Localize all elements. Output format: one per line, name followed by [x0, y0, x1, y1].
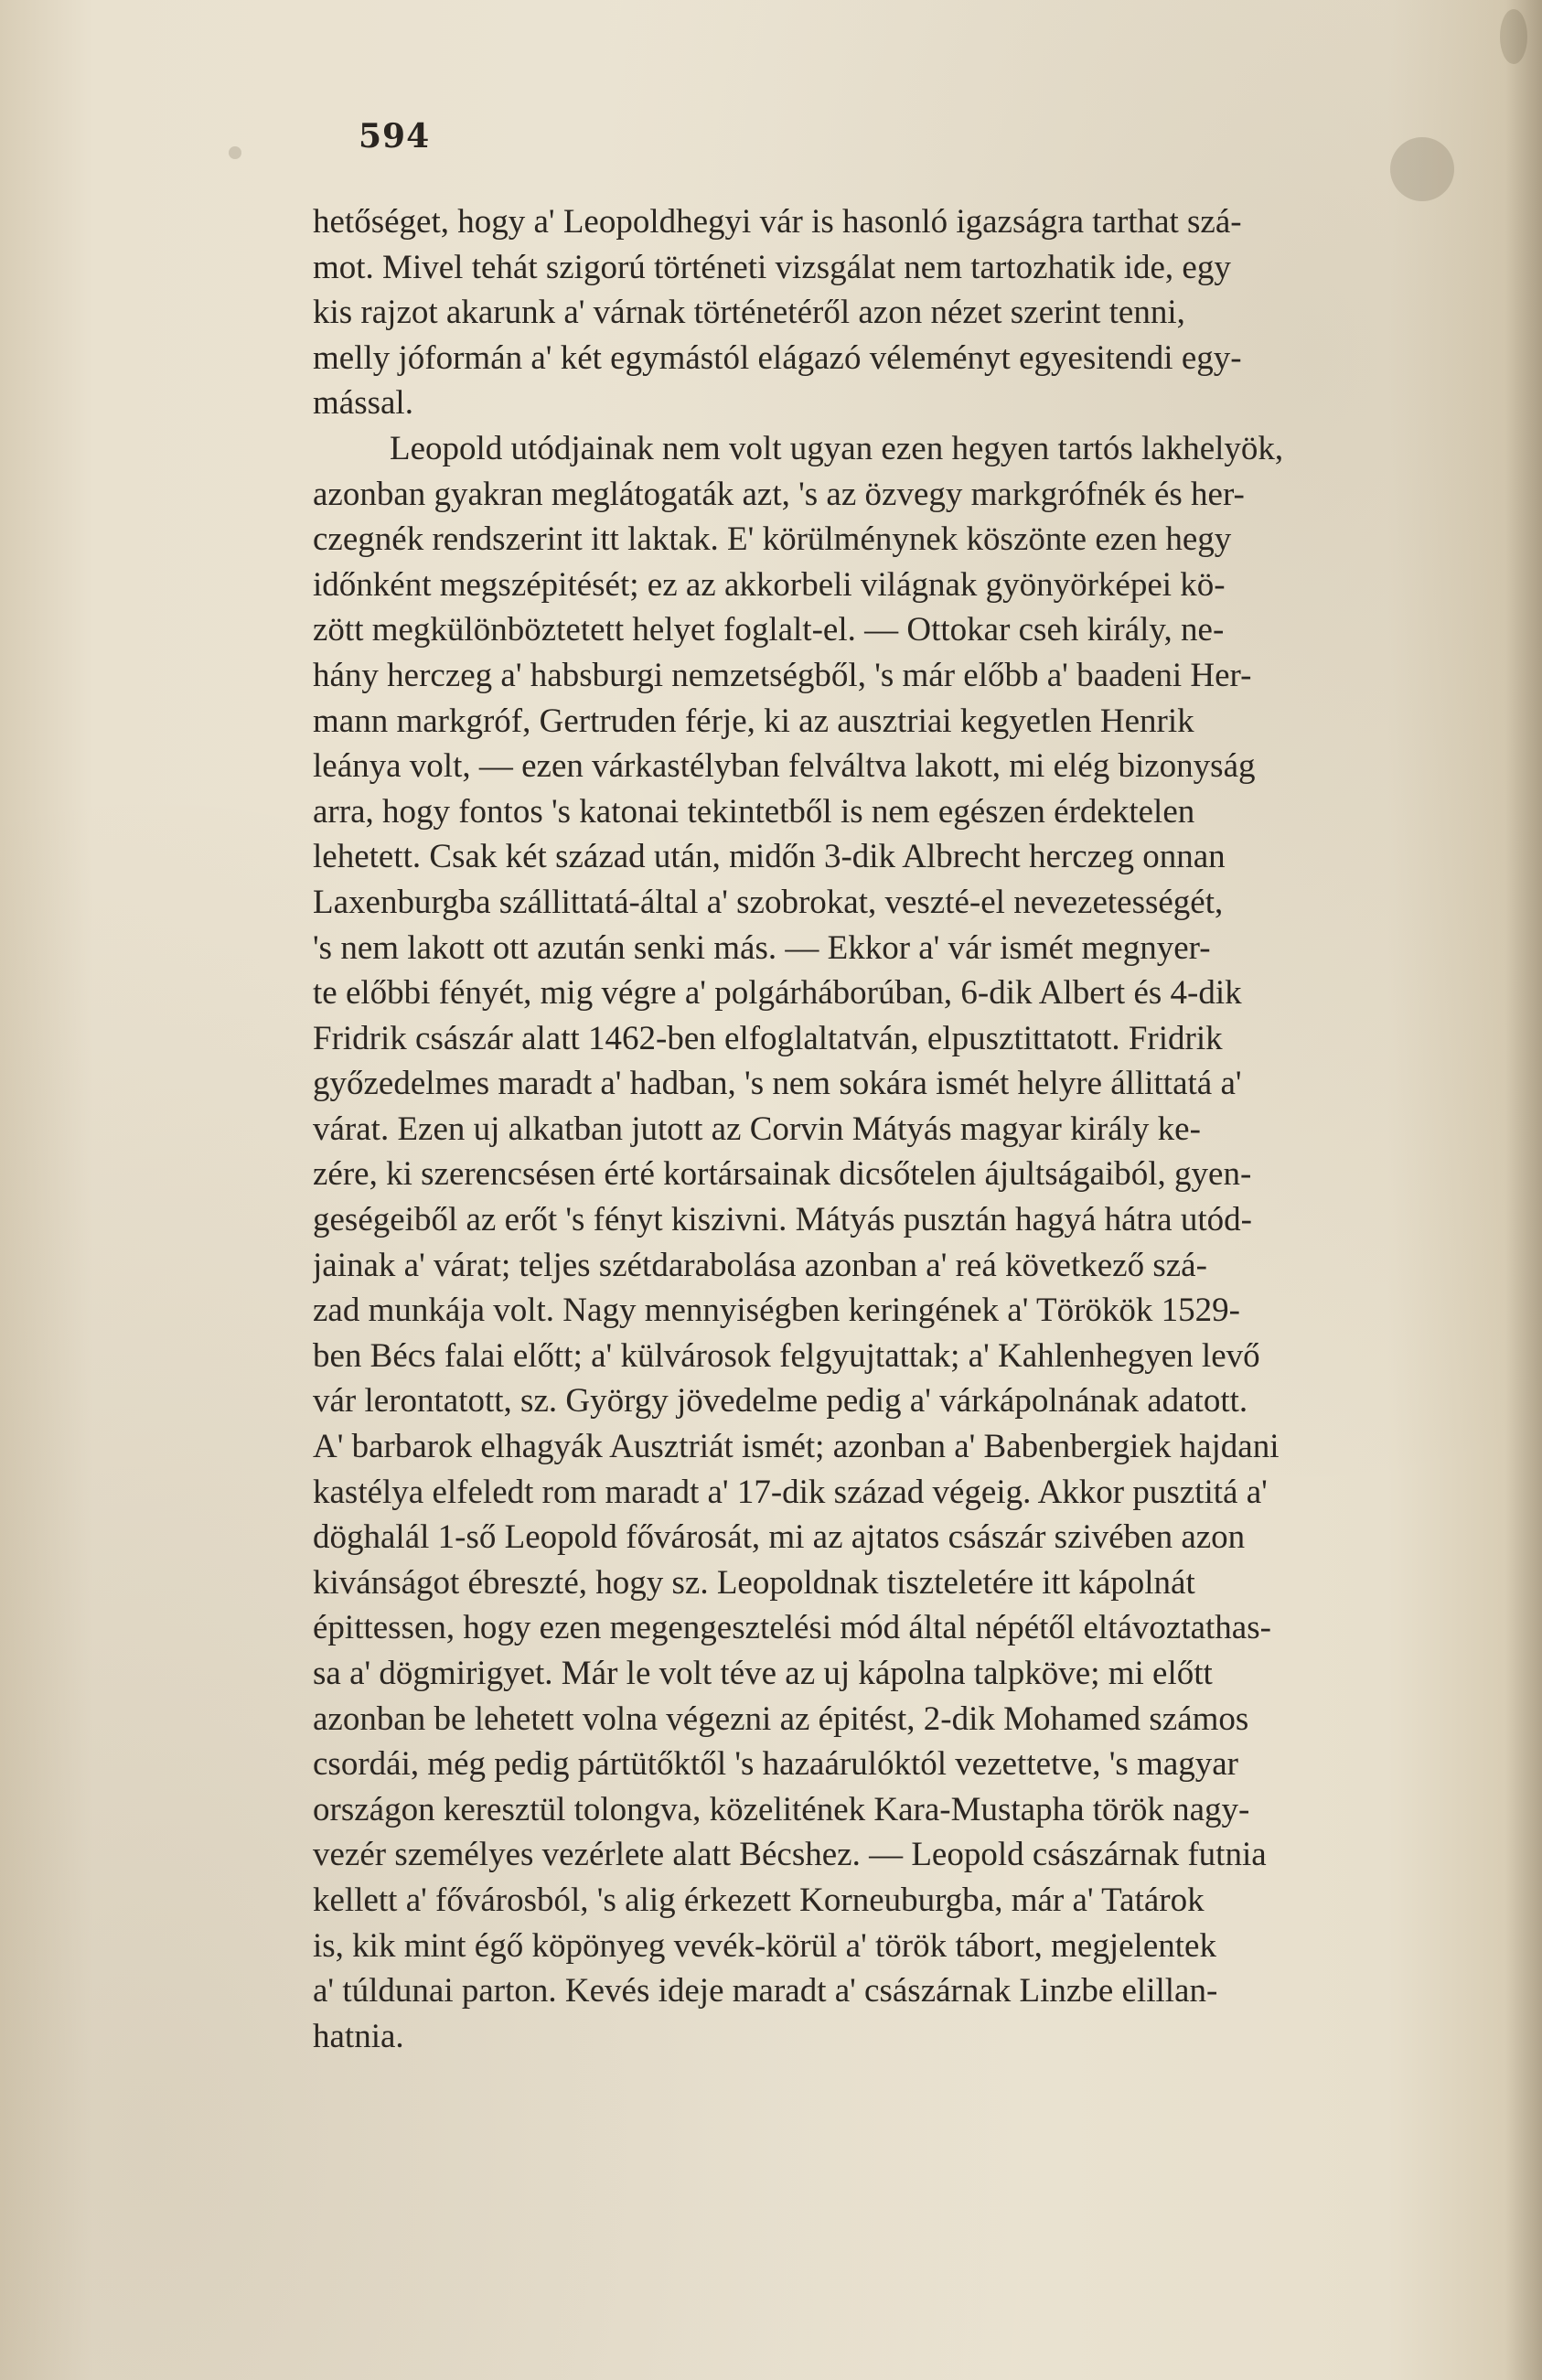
text-line: hány herczeg a' habsburgi nemzetségből, 's már előbb a' baadeni Her-	[313, 656, 1252, 694]
text-line: kivánságot ébreszté, hogy sz. Leopoldnak tiszteletére itt kápolnát	[313, 1563, 1195, 1602]
text-line: zére, ki szerencsésen érté kortársainak dicsőtelen ájultságaiból, gyen-	[313, 1155, 1252, 1194]
ink-blot	[1500, 9, 1527, 64]
text-line: Leopold utódjainak nem volt ugyan ezen hegyen tartós lakhelyök,	[390, 429, 1284, 467]
text-line: geségeiből az erőt 's fényt kiszivni. Mátyás pusztán hagyá hátra utód-	[313, 1201, 1252, 1239]
text-line: mann markgróf, Gertruden férje, ki az ausztriai kegyetlen Henrik	[313, 702, 1194, 740]
text-line: is, kik mint égő köpönyeg vevék-körül a' török tábort, megjelentek	[313, 1926, 1216, 1965]
text-line: Laxenburgba szállittatá-által a' szobrokat, veszté-el nevezetességét,	[313, 883, 1224, 921]
text-line: jainak a' várat; teljes szétdarabolása azonban a' reá következő szá-	[313, 1246, 1207, 1284]
text-line: időnként megszépitését; ez az akkorbeli világnak gyönyörképei kö-	[313, 565, 1226, 604]
text-line: azonban be lehetett volna végezni az épitést, 2-dik Mohamed számos	[313, 1699, 1249, 1738]
text-line: te előbbi fényét, mig végre a' polgárháborúban, 6-dik Albert és 4-dik	[313, 974, 1242, 1013]
text-line: kastélya elfeledt rom maradt a' 17-dik század végeig. Akkor pusztitá a'	[313, 1473, 1268, 1511]
text-line: győzedelmes maradt a' hadban, 's nem sokára ismét helyre állittatá a'	[313, 1065, 1242, 1103]
paragraph	[313, 199, 1419, 426]
page-edge-shadow	[1505, 0, 1542, 2380]
text-line: a' túldunai parton. Kevés ideje maradt a' császárnak Linzbe elillan-	[313, 1972, 1218, 2010]
text-line: vár lerontatott, sz. György jövedelme pedig a' várkápolnának adatott.	[313, 1382, 1248, 1420]
text-line: épittessen, hogy ezen megengesztelési mód által népétől eltávoztathas-	[313, 1609, 1271, 1647]
text-line: czegnék rendszerint itt laktak. E' körülménynek köszönte ezen hegy	[313, 520, 1232, 559]
text-line: leánya volt, — ezen várkastélyban felváltva lakott, mi elég bizonyság	[313, 747, 1256, 786]
text-line: arra, hogy fontos 's katonai tekintetből is nem egészen érdektelen	[313, 792, 1195, 831]
text-line: sa a' dögmirigyet. Már le volt téve az uj kápolna talpköve; mi előtt	[313, 1655, 1213, 1692]
text-line: Fridrik császár alatt 1462-ben elfoglaltatván, elpusztittatott. Fridrik	[313, 1019, 1223, 1057]
text-line: döghalál 1-ső Leopold fővárosát, mi az ajtatos császár szivében azon	[313, 1518, 1246, 1557]
text-line: zad munkája volt. Nagy mennyiségben keringének a' Törökök 1529-	[313, 1292, 1240, 1330]
text-line: zött megkülönböztetett helyet foglalt-el. — Ottokar cseh király, ne-	[313, 611, 1225, 649]
body-text	[313, 199, 1419, 2059]
text-line: lehetett. Csak két század után, midőn 3-dik Albrecht herczeg onnan	[313, 838, 1226, 876]
text-line: melly jóformán a' két egymástól elágazó véleményt egyesitendi egy-	[313, 338, 1242, 377]
page-number: 594	[359, 117, 431, 155]
text-line: csordái, még pedig pártütőktől 's hazaárulóktól vezettetve, 's magyar	[313, 1745, 1238, 1784]
text-line: mással.	[313, 384, 413, 423]
ink-blot	[1390, 137, 1454, 201]
text-line: mot. Mivel tehát szigorú történeti vizsgálat nem tartozhatik ide, egy	[313, 248, 1231, 286]
text-line: vezér személyes vezérlete alatt Bécshez. — Leopold császárnak futnia	[313, 1836, 1267, 1874]
text-line: hatnia.	[313, 2017, 404, 2055]
text-line: azonban gyakran meglátogaták azt, 's az özvegy markgrófnék és her-	[313, 475, 1245, 513]
paragraph	[313, 426, 1419, 2059]
text-line: kellett a' fővárosból, 's alig érkezett Korneuburgba, már a' Tatárok	[313, 1881, 1205, 1919]
ink-blot	[229, 146, 241, 159]
text-line: ben Bécs falai előtt; a' külvárosok felgyujtattak; a' Kahlenhegyen levő	[313, 1336, 1260, 1375]
text-line: várat. Ezen uj alkatban jutott az Corvin Mátyás magyar király ke-	[313, 1110, 1201, 1148]
text-line: A' barbarok elhagyák Ausztriát ismét; azonban a' Babenbergiek hajdani	[313, 1428, 1280, 1466]
text-line: kis rajzot akarunk a' várnak történetéről azon nézet szerint tenni,	[313, 294, 1185, 332]
text-line: országon keresztül tolongva, közelitének Kara-Mustapha török nagy-	[313, 1790, 1250, 1828]
text-line: 's nem lakott ott azután senki más. — Ekkor a' vár ismét megnyer-	[313, 928, 1211, 967]
text-line: hetőséget, hogy a' Leopoldhegyi vár is hasonló igazságra tarthat szá-	[313, 203, 1242, 241]
